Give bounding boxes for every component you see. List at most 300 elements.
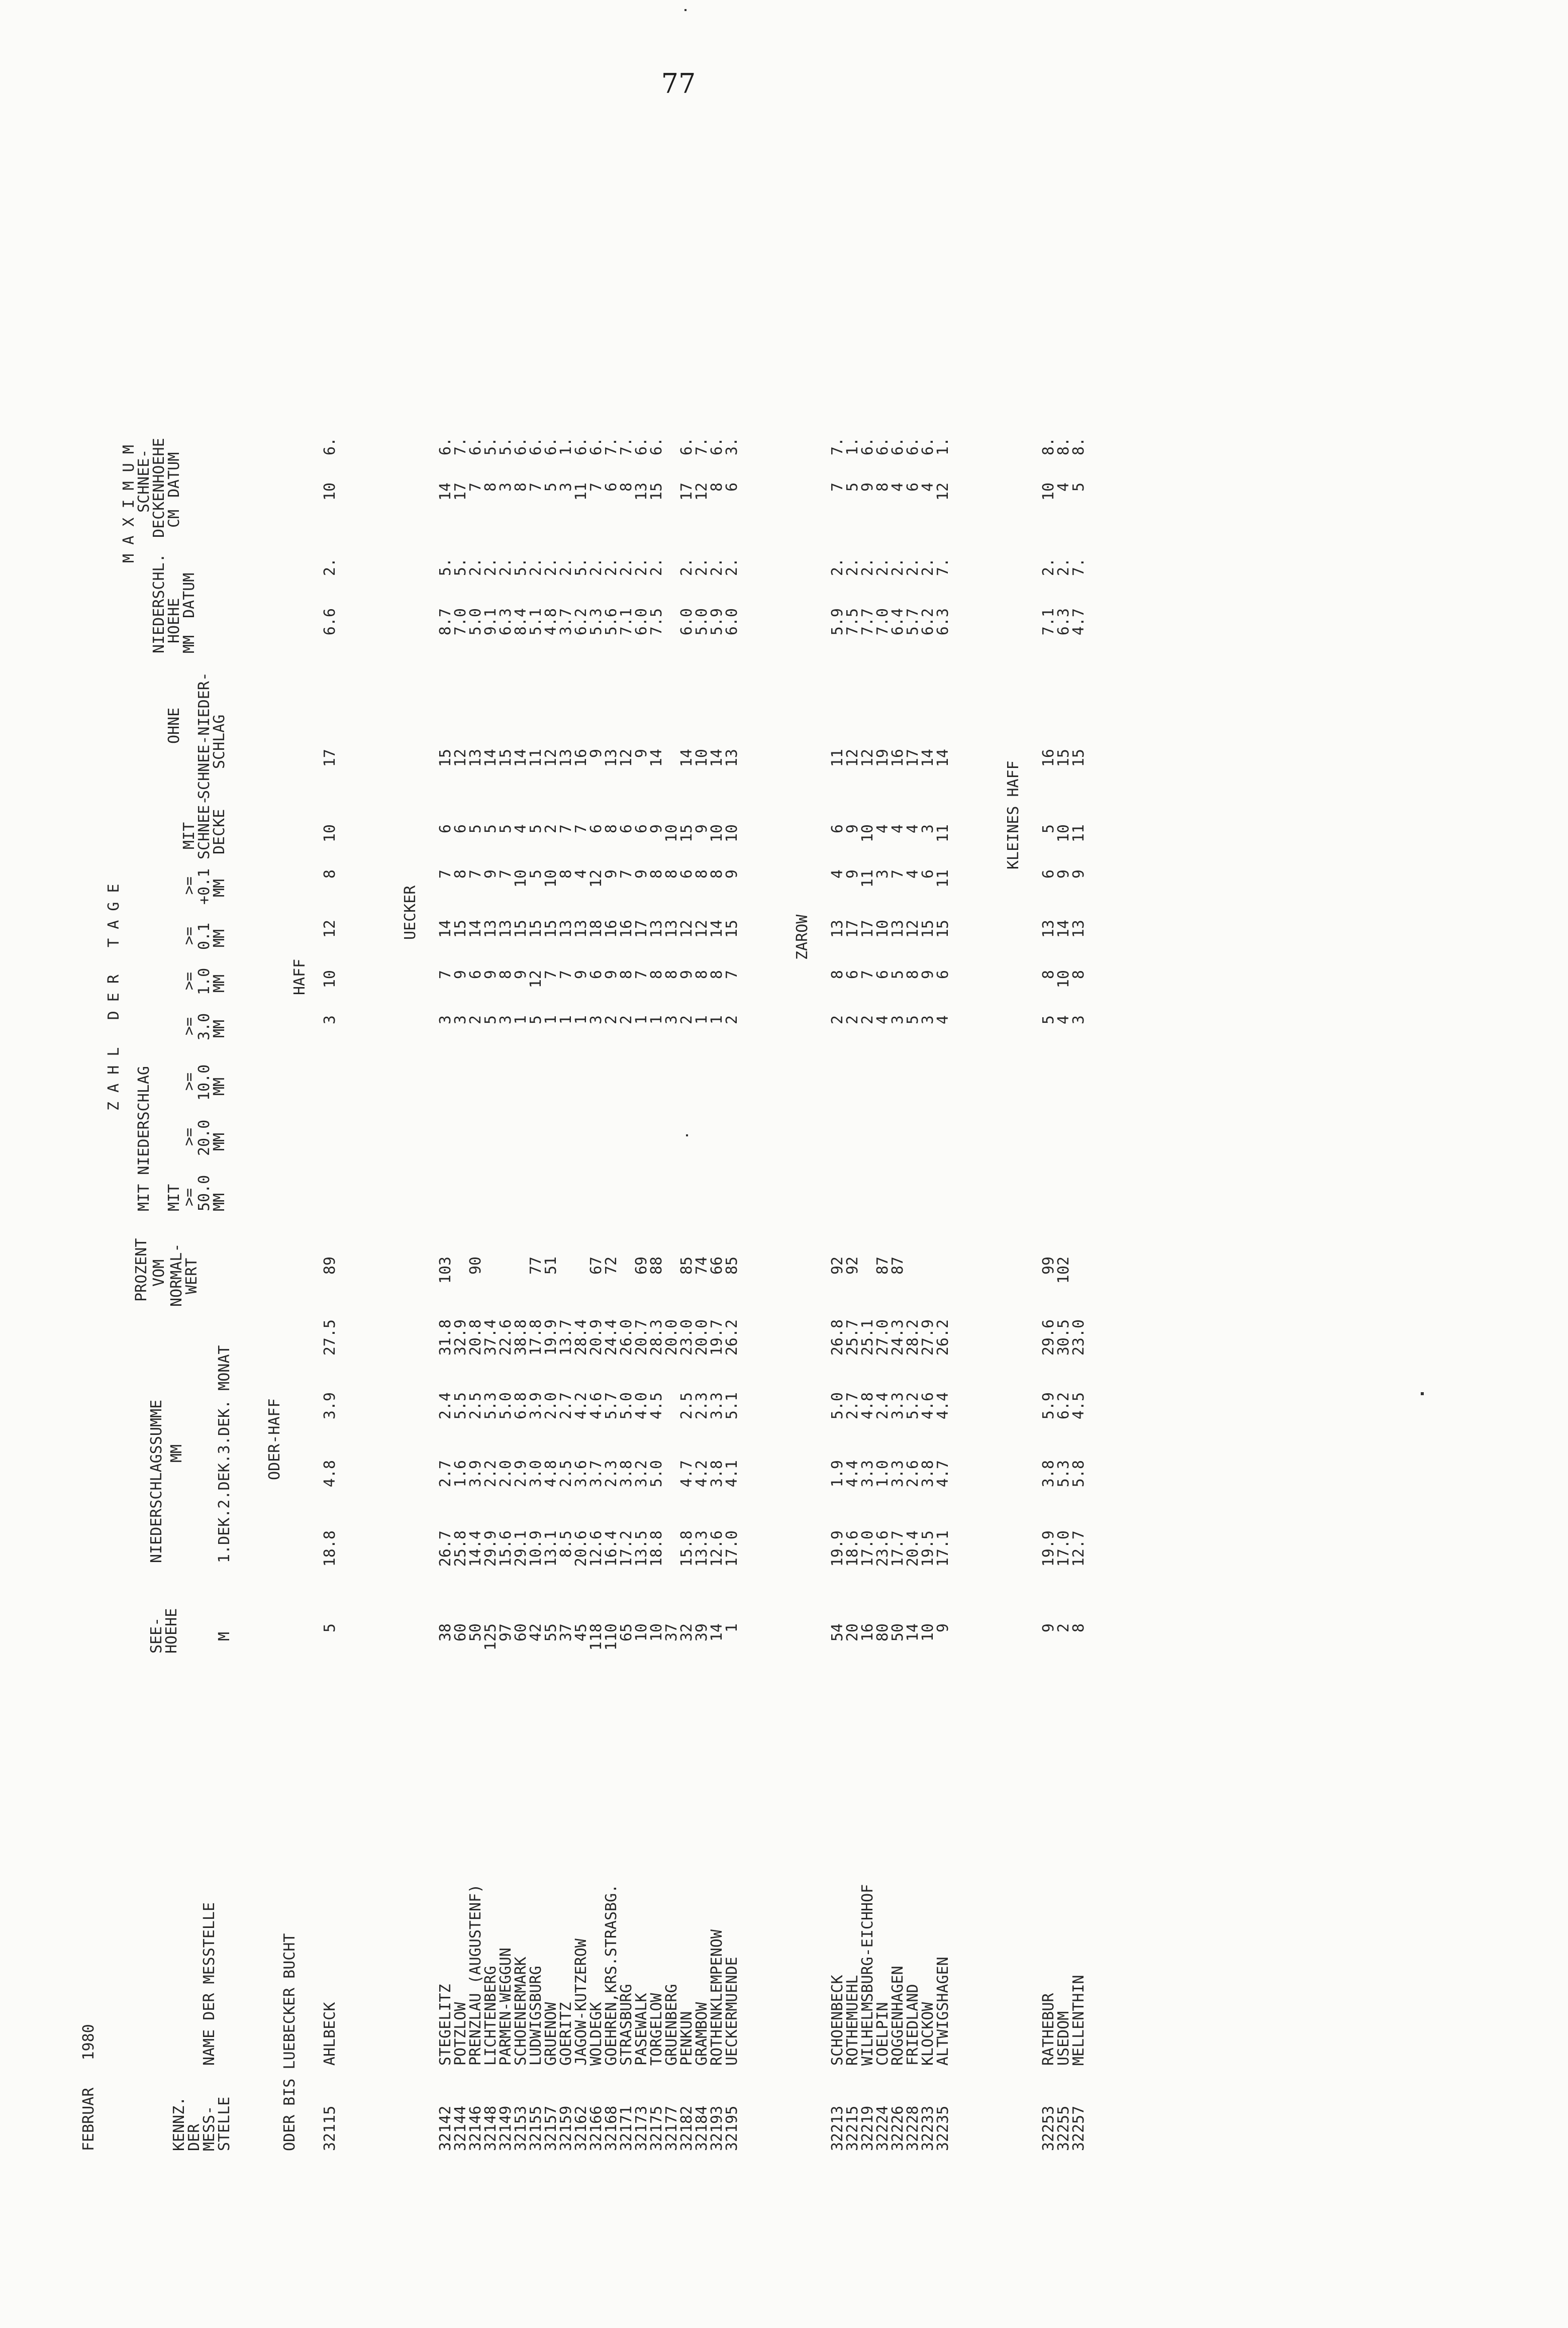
cell-t3: 2 — [723, 1015, 741, 1025]
cell-nosnow: 14 — [512, 749, 530, 767]
without-snow-l2: SCHNEE-NIEDER- — [195, 672, 213, 799]
cell-id: 32166 — [587, 2105, 605, 2151]
maximum-title: M A X I M U M — [120, 445, 138, 563]
cell-t1: 9 — [452, 970, 469, 980]
table-row — [921, 166, 936, 2156]
cell-snow: 5 — [527, 824, 545, 834]
cell-maxsd: 3. — [723, 437, 741, 456]
cell-maxs: 3 — [557, 482, 575, 492]
cell-d1: 14.4 — [467, 1530, 484, 1567]
cell-h: 42 — [527, 1623, 545, 1642]
cell-maxp: 6.3 — [934, 608, 952, 636]
mit-niederschlag-label: MIT NIEDERSCHLAG — [135, 1066, 153, 1211]
cell-d1: 25.8 — [452, 1530, 469, 1567]
cell-tp: 5 — [527, 869, 545, 879]
cell-d3: 2.3 — [693, 1392, 711, 1420]
cell-id: 32148 — [482, 2105, 500, 2151]
cell-t3: 2 — [859, 1015, 876, 1025]
threshold-1-l1: >= — [180, 972, 198, 990]
cell-m: 23.0 — [1070, 1319, 1088, 1356]
cell-t01: 16 — [603, 920, 620, 938]
cell-maxsd: 6. — [889, 437, 907, 456]
cell-h: 55 — [542, 1623, 560, 1642]
cell-id: 32253 — [1040, 2105, 1057, 2151]
cell-d3: 3.3 — [889, 1392, 907, 1420]
cell-snow: 10 — [708, 824, 726, 843]
cell-t3: 4 — [1055, 1015, 1072, 1025]
cell-d3: 2.0 — [542, 1392, 560, 1420]
cell-maxsd: 8. — [1040, 437, 1057, 456]
cell-d3: 6.2 — [1055, 1392, 1072, 1420]
cell-name: PASEWALK — [633, 1993, 650, 2066]
cell-pct: 51 — [542, 1256, 560, 1275]
cell-maxpd: 2. — [542, 558, 560, 576]
threshold-20-l2: 20.0 — [195, 1119, 213, 1156]
snow-cover-l2: SCHNEE- — [195, 796, 213, 859]
cell-maxsd: 6. — [708, 437, 726, 456]
cell-tp: 9 — [482, 869, 500, 879]
threshold-10-l2: 10.0 — [195, 1064, 213, 1101]
cell-t01: 12 — [321, 920, 339, 938]
cell-maxpd: 2. — [633, 558, 650, 576]
cell-m: 25.1 — [859, 1319, 876, 1356]
cell-h: 50 — [467, 1623, 484, 1642]
cell-d2: 4.1 — [723, 1460, 741, 1488]
cell-id: 32175 — [648, 2105, 665, 2151]
cell-maxpd: 2. — [844, 558, 861, 576]
threshold-p01-l3: MM — [211, 879, 228, 897]
cell-maxp: 7.0 — [452, 608, 469, 636]
cell-m: 32.9 — [452, 1319, 469, 1356]
cell-nosnow: 16 — [889, 749, 907, 767]
cell-id: 32171 — [618, 2105, 635, 2151]
cell-maxs: 12 — [693, 482, 711, 501]
cell-snow: 6 — [633, 824, 650, 834]
cell-d3: 6.8 — [512, 1392, 530, 1420]
cell-t01: 17 — [859, 920, 876, 938]
cell-tp: 6 — [1040, 869, 1057, 879]
cell-d1: 15.8 — [678, 1530, 696, 1567]
table-row — [891, 166, 906, 2156]
cell-tp: 9 — [1070, 869, 1088, 879]
table-row — [559, 166, 574, 2156]
cell-id: 32144 — [452, 2105, 469, 2151]
station-name-label: NAME DER MESSTELLE — [201, 1902, 218, 2066]
kennz-label-2: DER — [185, 2123, 203, 2151]
cell-pct: 85 — [723, 1256, 741, 1275]
cell-m: 13.7 — [557, 1319, 575, 1356]
cell-id: 32219 — [859, 2105, 876, 2151]
cell-tp: 6 — [919, 869, 937, 879]
cell-pct: 90 — [467, 1256, 484, 1275]
cell-snow: 5 — [467, 824, 484, 834]
cell-id: 32182 — [678, 2105, 696, 2151]
cell-maxpd: 2. — [648, 558, 665, 576]
cell-maxp: 9.1 — [482, 608, 500, 636]
max-precip-l1: NIEDERSCHL. — [150, 553, 168, 653]
cell-d1: 8.5 — [557, 1530, 575, 1558]
cell-m: 28.2 — [904, 1319, 922, 1356]
cell-h: 54 — [829, 1623, 846, 1642]
section-title: ODER BIS LUEBECKER BUCHT — [281, 1933, 299, 2151]
cell-name: STRASBURG — [618, 1984, 635, 2066]
cell-maxp: 5.7 — [904, 608, 922, 636]
cell-t3: 1 — [542, 1015, 560, 1025]
cell-t1: 6 — [934, 970, 952, 980]
cell-t1: 8 — [648, 970, 665, 980]
cell-name: PRENZLAU (AUGUSTENF) — [467, 1884, 484, 2066]
page-number: 77 — [661, 68, 696, 100]
cell-id: 32255 — [1055, 2105, 1072, 2151]
cell-name: TORGELOW — [648, 1993, 665, 2066]
cell-maxs: 3 — [497, 482, 515, 492]
cell-name: UECKERMUENDE — [723, 1957, 741, 2066]
cell-h: 9 — [934, 1623, 952, 1633]
height-unit: M — [216, 1631, 233, 1641]
without-snow-l1: OHNE — [165, 707, 183, 744]
cell-m: 29.6 — [1040, 1319, 1057, 1356]
cell-t3: 1 — [512, 1015, 530, 1025]
cell-m: 38.8 — [512, 1319, 530, 1356]
table-row — [619, 166, 634, 2156]
cell-pct: 74 — [693, 1256, 711, 1275]
cell-t1: 8 — [829, 970, 846, 980]
cell-d1: 18.8 — [648, 1530, 665, 1567]
cell-d2: 2.2 — [482, 1460, 500, 1488]
cell-t3: 2 — [603, 1015, 620, 1025]
cell-t01: 14 — [467, 920, 484, 938]
cell-d2: 3.2 — [633, 1460, 650, 1488]
cell-h: 60 — [452, 1623, 469, 1642]
cell-id: 32215 — [844, 2105, 861, 2151]
cell-t01: 13 — [889, 920, 907, 938]
cell-maxp: 6.0 — [723, 608, 741, 636]
cell-tp: 8 — [648, 869, 665, 879]
cell-t3: 3 — [1070, 1015, 1088, 1025]
cell-maxsd: 1. — [557, 437, 575, 456]
cell-id: 32228 — [904, 2105, 922, 2151]
cell-maxsd: 8. — [1055, 437, 1072, 456]
cell-maxp: 3.7 — [557, 608, 575, 636]
cell-pct: 102 — [1055, 1256, 1072, 1284]
rotated-climate-table — [71, 166, 1227, 2156]
cell-id: 32177 — [663, 2105, 680, 2151]
cell-maxs: 7 — [829, 482, 846, 492]
table-row — [710, 166, 725, 2156]
cell-d2: 1.9 — [829, 1460, 846, 1488]
cell-maxs: 5 — [844, 482, 861, 492]
cell-d3: 2.4 — [437, 1392, 454, 1420]
section-title: KLEINES HAFF — [1005, 760, 1022, 869]
cell-m: 24.3 — [889, 1319, 907, 1356]
cell-maxsd: 7. — [618, 437, 635, 456]
cell-maxpd: 2. — [618, 558, 635, 576]
cell-t01: 14 — [1055, 920, 1072, 938]
cell-nosnow: 14 — [482, 749, 500, 767]
cell-name: GRUENBERG — [663, 1984, 680, 2066]
cell-snow: 8 — [603, 824, 620, 834]
cell-t3: 5 — [482, 1015, 500, 1025]
cell-nosnow: 15 — [1070, 749, 1088, 767]
cell-id: 32195 — [723, 2105, 741, 2151]
cell-t1: 9 — [603, 970, 620, 980]
cell-t1: 6 — [467, 970, 484, 980]
cell-d2: 3.6 — [572, 1460, 590, 1488]
cell-t01: 13 — [1070, 920, 1088, 938]
cell-d2: 2.0 — [497, 1460, 515, 1488]
cell-snow: 5 — [482, 824, 500, 834]
percent-label-3: NORMAL- — [168, 1243, 185, 1307]
threshold-3-l2: 3.0 — [195, 1013, 213, 1040]
cell-d2: 4.2 — [693, 1460, 711, 1488]
cell-maxp: 7.7 — [859, 608, 876, 636]
cell-tp: 11 — [859, 869, 876, 888]
cell-tp: 8 — [452, 869, 469, 879]
cell-maxp: 7.0 — [874, 608, 892, 636]
cell-snow: 4 — [889, 824, 907, 834]
cell-pct: 99 — [1040, 1256, 1057, 1275]
section-subtitle: ODER-HAFF — [266, 1398, 283, 1480]
cell-t1: 9 — [512, 970, 530, 980]
cell-t3: 1 — [708, 1015, 726, 1025]
cell-t3: 2 — [844, 1015, 861, 1025]
cell-t01: 15 — [452, 920, 469, 938]
table-row — [453, 166, 468, 2156]
cell-id: 32146 — [467, 2105, 484, 2151]
cell-snow: 4 — [874, 824, 892, 834]
cell-d1: 17.0 — [859, 1530, 876, 1567]
scan-speck — [1421, 1392, 1424, 1395]
cell-maxp: 6.3 — [1055, 608, 1072, 636]
cell-maxs: 8 — [618, 482, 635, 492]
cell-d3: 4.6 — [587, 1392, 605, 1420]
threshold-3-l1: >= — [180, 1017, 198, 1035]
cell-t3: 1 — [648, 1015, 665, 1025]
cell-t01: 13 — [829, 920, 846, 938]
cell-maxs: 7 — [467, 482, 484, 492]
cell-m: 17.8 — [527, 1319, 545, 1356]
cell-t01: 13 — [648, 920, 665, 938]
cell-maxs: 8 — [874, 482, 892, 492]
cell-h: 80 — [874, 1623, 892, 1642]
cell-d1: 13.1 — [542, 1530, 560, 1567]
cell-t3: 5 — [1040, 1015, 1057, 1025]
cell-d2: 3.8 — [1040, 1460, 1057, 1488]
cell-maxp: 6.0 — [633, 608, 650, 636]
cell-t3: 2 — [618, 1015, 635, 1025]
cell-name: JAGOW-KUTZEROW — [572, 1938, 590, 2066]
cell-d3: 4.8 — [859, 1392, 876, 1420]
cell-t3: 4 — [934, 1015, 952, 1025]
cell-d3: 5.1 — [723, 1392, 741, 1420]
cell-maxpd: 2. — [603, 558, 620, 576]
cell-t01: 15 — [723, 920, 741, 938]
cell-t01: 14 — [437, 920, 454, 938]
cell-maxs: 5 — [1070, 482, 1088, 492]
cell-nosnow: 15 — [1055, 749, 1072, 767]
cell-t3: 3 — [452, 1015, 469, 1025]
snow-cover-l1: MIT — [180, 822, 198, 849]
cell-nosnow: 13 — [467, 749, 484, 767]
table-row — [725, 166, 740, 2156]
cell-maxpd: 2. — [693, 558, 711, 576]
cell-maxp: 8.7 — [437, 608, 454, 636]
cell-h: 14 — [904, 1623, 922, 1642]
cell-name: ROTHENKLEMPENOW — [708, 1929, 726, 2066]
cell-maxpd: 5. — [437, 558, 454, 576]
threshold-50-l3: 50.0 — [195, 1175, 213, 1211]
cell-snow: 2 — [542, 824, 560, 834]
cell-d3: 5.0 — [829, 1392, 846, 1420]
cell-t3: 3 — [663, 1015, 680, 1025]
table-row — [906, 166, 921, 2156]
cell-maxp: 4.7 — [1070, 608, 1088, 636]
section-title: UECKER — [402, 885, 419, 940]
table-row — [830, 166, 845, 2156]
cell-d3: 4.0 — [633, 1392, 650, 1420]
cell-m: 27.5 — [321, 1319, 339, 1356]
scan-speck — [684, 9, 687, 11]
cell-d2: 4.7 — [934, 1460, 952, 1488]
max-precip-l2: HOEHE — [165, 598, 183, 643]
cell-maxpd: 2. — [678, 558, 696, 576]
cell-t1: 12 — [527, 970, 545, 989]
cell-snow: 6 — [829, 824, 846, 834]
threshold-p01-l2: +0.1 — [195, 868, 213, 905]
cell-h: 2 — [1055, 1623, 1072, 1633]
cell-snow: 6 — [587, 824, 605, 834]
cell-maxpd: 2. — [723, 558, 741, 576]
cell-name: PENKUN — [678, 2011, 696, 2066]
cell-d1: 13.5 — [633, 1530, 650, 1567]
cell-d2: 3.8 — [618, 1460, 635, 1488]
cell-snow: 4 — [512, 824, 530, 834]
cell-m: 25.7 — [844, 1319, 861, 1356]
percent-label-1: PROZENT — [133, 1238, 150, 1302]
cell-maxpd: 2. — [829, 558, 846, 576]
cell-nosnow: 17 — [904, 749, 922, 767]
cell-name: AHLBECK — [321, 2002, 339, 2066]
cell-maxs: 17 — [452, 482, 469, 501]
cell-maxp: 6.2 — [572, 608, 590, 636]
cell-m: 26.8 — [829, 1319, 846, 1356]
threshold-01-l2: 0.1 — [195, 922, 213, 950]
cell-nosnow: 11 — [527, 749, 545, 767]
cell-maxp: 8.4 — [512, 608, 530, 636]
cell-d3: 3.9 — [527, 1392, 545, 1420]
table-header — [71, 166, 282, 2156]
cell-nosnow: 12 — [859, 749, 876, 767]
cell-maxsd: 6. — [572, 437, 590, 456]
cell-maxpd: 2. — [874, 558, 892, 576]
cell-tp: 7 — [467, 869, 484, 879]
cell-name: RATHEBUR — [1040, 1993, 1057, 2066]
cell-d3: 2.7 — [557, 1392, 575, 1420]
cell-snow: 9 — [844, 824, 861, 834]
cell-d1: 17.1 — [934, 1530, 952, 1567]
cell-maxpd: 2. — [557, 558, 575, 576]
cell-h: 10 — [648, 1623, 665, 1642]
cell-d3: 2.5 — [467, 1392, 484, 1420]
cell-d1: 19.9 — [1040, 1530, 1057, 1567]
cell-snow: 10 — [723, 824, 741, 843]
cell-nosnow: 15 — [497, 749, 515, 767]
cell-maxsd: 1. — [934, 437, 952, 456]
cell-maxpd: 5. — [572, 558, 590, 576]
cell-snow: 4 — [904, 824, 922, 834]
cell-h: 118 — [587, 1623, 605, 1651]
cell-name: POTZLOW — [452, 2002, 469, 2066]
cell-t3: 5 — [527, 1015, 545, 1025]
cell-d2: 4.4 — [844, 1460, 861, 1488]
cell-d1: 20.6 — [572, 1530, 590, 1567]
cell-nosnow: 15 — [437, 749, 454, 767]
cell-pct: 89 — [321, 1256, 339, 1275]
cell-maxp: 5.9 — [708, 608, 726, 636]
cell-m: 28.3 — [648, 1319, 665, 1356]
cell-m: 20.0 — [663, 1319, 680, 1356]
cell-tp: 4 — [829, 869, 846, 879]
cell-h: 37 — [663, 1623, 680, 1642]
cell-pct: 88 — [648, 1256, 665, 1275]
cell-t1: 8 — [1070, 970, 1088, 980]
cell-pct: 92 — [829, 1256, 846, 1275]
max-snow-l4: DATUM — [165, 452, 183, 498]
cell-maxs: 10 — [1040, 482, 1057, 501]
cell-m: 24.4 — [603, 1319, 620, 1356]
cell-nosnow: 14 — [708, 749, 726, 767]
cell-id: 32233 — [919, 2105, 937, 2151]
cell-t3: 3 — [321, 1015, 339, 1025]
cell-t3: 1 — [693, 1015, 711, 1025]
cell-maxp: 5.1 — [527, 608, 545, 636]
cell-maxs: 15 — [648, 482, 665, 501]
cell-m: 19.9 — [542, 1319, 560, 1356]
section-title: ZAROW — [794, 914, 811, 960]
cell-maxp: 5.6 — [603, 608, 620, 636]
cell-tp: 8 — [321, 869, 339, 879]
cell-snow: 11 — [1070, 824, 1088, 843]
cell-tp: 4 — [572, 869, 590, 879]
cell-t1: 6 — [874, 970, 892, 980]
cell-d1: 10.9 — [527, 1530, 545, 1567]
cell-name: COELPIN — [874, 2002, 892, 2066]
cell-maxsd: 7. — [829, 437, 846, 456]
precip-sum-unit: MM — [168, 1444, 185, 1463]
cell-d1: 15.6 — [497, 1530, 515, 1567]
threshold-20-l1: >= — [180, 1127, 198, 1146]
cell-nosnow: 13 — [603, 749, 620, 767]
cell-t01: 15 — [527, 920, 545, 938]
cell-t3: 3 — [497, 1015, 515, 1025]
cell-m: 37.4 — [482, 1319, 500, 1356]
cell-m: 22.6 — [497, 1319, 515, 1356]
cell-d1: 20.4 — [904, 1530, 922, 1567]
percent-label-4: WERT — [183, 1257, 201, 1294]
cell-d2: 3.7 — [587, 1460, 605, 1488]
cell-t3: 1 — [557, 1015, 575, 1025]
cell-d2: 2.5 — [557, 1460, 575, 1488]
height-label-1: SEE- — [148, 1617, 165, 1654]
cell-tp: 9 — [603, 869, 620, 879]
cell-nosnow: 9 — [633, 749, 650, 758]
cell-snow: 11 — [934, 824, 952, 843]
cell-t1: 5 — [889, 970, 907, 980]
cell-t1: 9 — [572, 970, 590, 980]
cell-maxpd: 2. — [1055, 558, 1072, 576]
cell-maxp: 7.5 — [648, 608, 665, 636]
cell-d3: 5.0 — [618, 1392, 635, 1420]
